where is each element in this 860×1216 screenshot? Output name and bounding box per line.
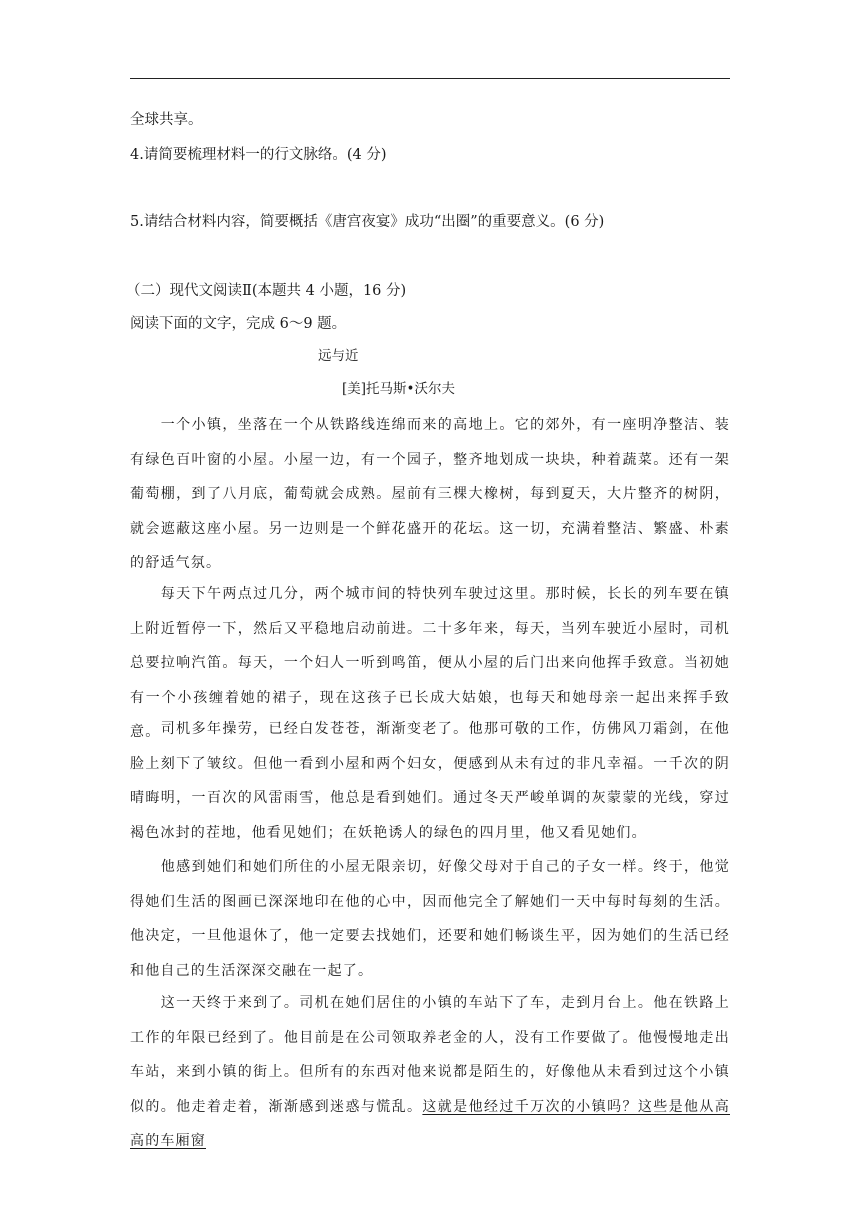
question-4: 4.请简要梳理材料一的行文脉络。(4 分) — [130, 147, 387, 163]
question-5: 5.请结合材料内容，简要概括《唐宫夜宴》成功“出圈”的重要意义。(6 分) — [130, 214, 605, 230]
underlined-sentence: 这就是他经过千万次的小镇吗？这些是他从高高的车厢窗 — [130, 1098, 730, 1150]
section-instruction: 阅读下面的文字，完成 6～9 题。 — [130, 316, 347, 332]
section-heading: （二）现代文阅读Ⅱ(本题共 4 小题，16 分) — [126, 283, 407, 299]
article-paragraph-5 — [130, 986, 730, 1159]
continued-text: 全球共享。 — [130, 112, 203, 128]
article-title: 远与近 — [318, 348, 359, 364]
article-author: [美]托马斯•沃尔夫 — [342, 381, 455, 397]
article-paragraph-2: 每天下午两点过几分，两个城市间的特快列车驶过这里。那时候，长长的列车要在镇上附近暂停一下，然后又平稳地启动前进。二十多年来，每天，当列车驶近小屋时，司机总要拉响汽笛。每天，一个妇人一听到鸣笛，便从小屋的后门出来向他挥手致意。当初她有一个小孩缠着她的裙子，现在这孩子已长成大姑娘，也每天和她母亲一起出来挥手致意。 — [130, 586, 730, 741]
paragraph-5-text: 这一天终于来到了。司机在她们居住的小镇的车站下了车，走到月台上。他在铁路上工作的年限已经到了。他目前是在公司领取养老金的人，没有工作要做了。他慢慢地走出车站，来到小镇的街上。但所有的东西对他来说都是陌生的，好像他从未看到过这个小镇似的。他走着走着，渐渐感到迷惑与慌乱。 — [130, 995, 730, 1115]
article-paragraph-3: 司机多年操劳，已经白发苍苍，渐渐变老了。他那可敬的工作，仿佛风刀霜剑，在他脸上刻下了皱纹。但他一看到小屋和两个妇女，便感到从未有过的非凡幸福。一千次的阴晴晦明，一百次的风雷雨雪，他总是看到她们。通过冬天严峻单调的灰蒙蒙的光线，穿过褐色冰封的茬地，他看见她们；在妖艳诱人的绿色的四月里，他又看见她们。 — [130, 721, 730, 841]
article-paragraph-1: 一个小镇，坐落在一个从铁路线连绵而来的高地上。它的郊外，有一座明净整洁、装有绿色百叶窗的小屋。小屋一边，有一个园子，整齐地划成一块块，种着蔬菜。还有一架葡萄棚，到了八月底，葡萄就会成熟。屋前有三棵大橡树，每到夏天，大片整齐的树阴，就会遮蔽这座小屋。另一边则是一个鲜花盛开的花坛。这一切，充满着整洁、繁盛、朴素的舒适气氛。 — [130, 417, 730, 572]
article-paragraph-4: 他感到她们和她们所住的小屋无限亲切，好像父母对于自己的子女一样。终于，他觉得她们生活的图画已深深地印在他的心中，因而他完全了解她们一天中每时每刻的生活。他决定，一旦他退休了，他一定要去找她们，还要和她们畅谈生平，因为她们的生活已经和他自己的生活深深交融在一起了。 — [130, 859, 730, 979]
header-rule — [130, 78, 730, 79]
